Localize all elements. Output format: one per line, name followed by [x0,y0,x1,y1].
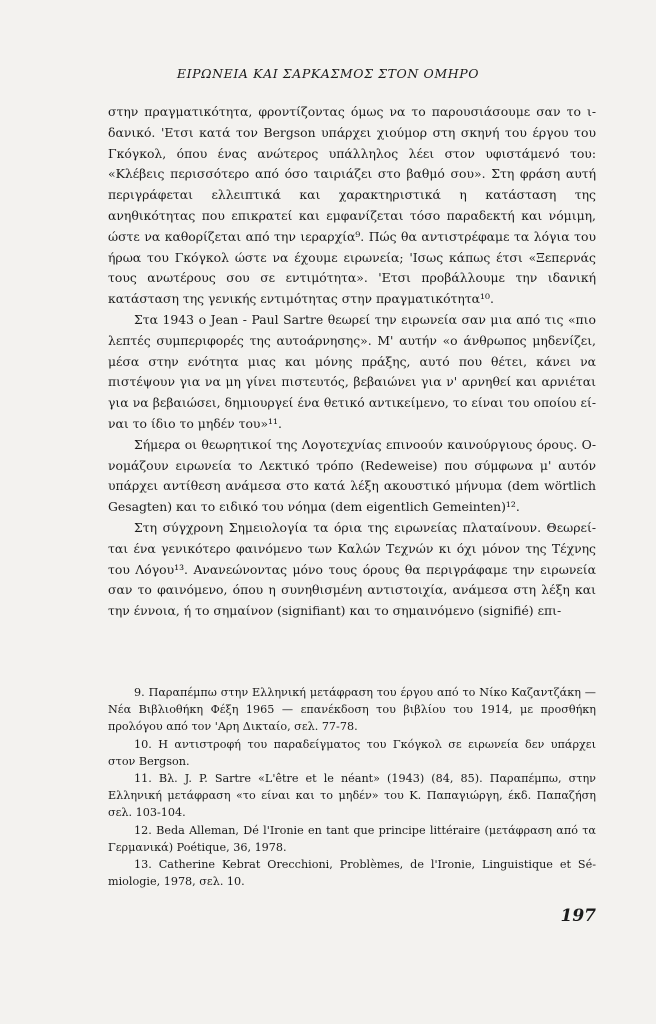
footnote: 9. Παραπέμπω στην Ελληνική μετάφραση του έργου από το Νίκο Καζαντζάκη — Νέα Βιβλιοθήκη Φέξη 1965 — επανέκδοση του βιβλίου του 1914, με προσθήκη προλόγου από τον 'Αρη Δικταίο, σελ. 77-78. [108,686,596,734]
running-header: ΕΙΡΩΝΕΙΑ ΚΑΙ ΣΑΡΚΑΣΜΟΣ ΣΤΟΝ ΟΜΗΡΟ [176,66,480,81]
page-number: 197 [560,906,596,926]
footnotes [108,684,596,890]
footnote: 10. Η αντιστροφή του παραδείγματος του Γκόγκολ σε ειρωνεία δεν υπάρχει στον Bergson. [108,737,596,768]
footnote: 11. Βλ. J. P. Sartre «L'être et le néant» (1943) (84, 85). Παραπέμπω, στην Ελληνική μετάφραση «το είναι και το μηδέν» του Κ. Παπαγιώργη, έκδ. Παπαζήση σελ. 103-104. [108,772,596,820]
paragraph: στην πραγματικότητα, φροντίζοντας όμως να το παρουσιάσουμε σαν το ιδανικό. 'Ετσι κατά τον Bergson υπάρχει χιούμορ στη σκηνή του έργου του Γκόγκολ, όπου ένας ανώτερος υπάλληλος λέει στον υφιστάμενό του: «Κλέβεις περισσότερο από όσο ταιριάζει στο βαθμό σου». Στη φράση αυτή περιγράφεται ελλειπτικά και χαρακτηριστικά η κατάσταση της ανηθικότητας που επικρατεί και εμφανίζεται τόσο παραδεκτή και νόμιμη, ώστε να καθορίζεται από την ιεραρχία⁹. Πώς θα αντιστρέφαμε τα λόγια του ήρωα του Γκόγκολ ώστε να έχουμε ειρωνεία; 'Ισως κάπως έτσι «Ξεπερνάς τους ανωτέρους σου σε εντιμότητα». 'Ετσι προβάλλουμε την ιδανική κατάσταση της γενικής εντιμότητας στην πραγματικότητα¹⁰. [108,104,596,307]
footnote: 12. Beda Alleman, Dé l'Ironie en tant que principe littéraire (μετάφραση από τα Γερμανικά) Poétique, 36, 1978. [108,823,596,854]
paragraph: Στα 1943 ο Jean - Paul Sartre θεωρεί την ειρωνεία σαν μια από τις «πιο λεπτές συμπεριφορές της αυτοάρνησης». Μ' αυτήν «ο άνθρωπος μηδενίζει, μέσα στην ενότητα μιας και μόνης πράξης, αυτό που θέτει, κάνει να πιστέψουν για να μη γίνει πιστευτός, βεβαιώνει για ν' αρνηθεί και αρνιέται για να βεβαιώσει, δημιουργεί ένα θετικό αντικείμενο, το είναι του οποίου είναι το ίδιο το μηδέν του»¹¹. [108,311,596,431]
paragraph: Σήμερα οι θεωρητικοί της Λογοτεχνίας επινοούν καινούργιους όρους. Ονομάζουν ειρωνεία το Λεκτικό τρόπο (Redeweise) που σύμφωνα μ' αυτόν υπάρχει αντίθεση ανάμεσα στο κατά λέξη ακουστικό μήνυμα (dem wörtlich Gesagten) και το ειδικό του νόημα (dem eigentlich Gemeinten)¹². [108,436,596,515]
main-text [108,102,596,622]
footnote: 13. Catherine Kebrat Orecchioni, Problèmes, de l'Ironie, Linguistique et Sémiologie, 1978, σελ. 10. [108,858,596,889]
paragraph: Στη σύγχρονη Σημειολογία τα όρια της ειρωνείας πλαταίνουν. Θεωρείται ένα γενικότερο φαινόμενο των Καλών Τεχνών κι όχι μόνον της Τέχνης του Λόγου¹³. Ανανεώνοντας μόνο τους όρους θα περιγράφαμε την ειρωνεία σαν το φαινόμενο, όπου η συνηθισμένη αντιστοιχία, ανάμεσα στη λέξη και την έννοια, ή το σημαίνον (signifiant) και το σημαινόμενο (signifié) επι- [108,519,596,619]
